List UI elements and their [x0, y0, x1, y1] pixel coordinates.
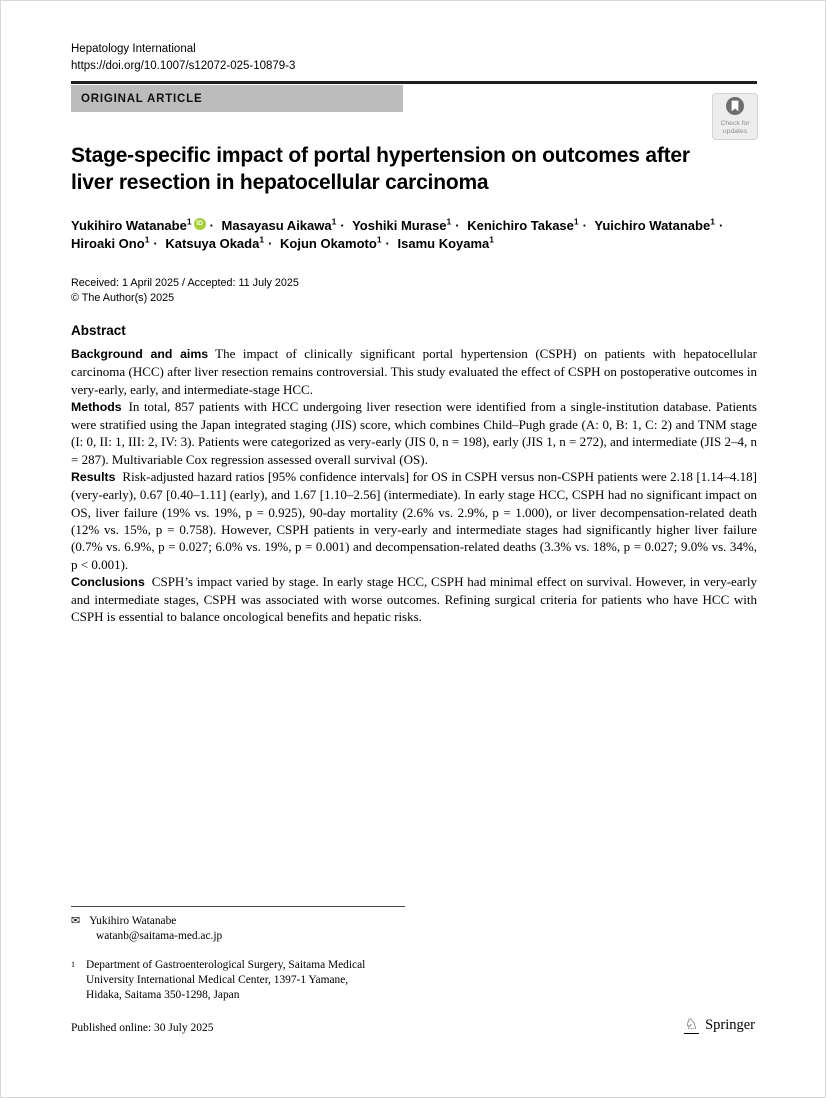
author-name: Yuichiro Watanabe$^1$ — [594, 216, 715, 233]
corresponding-author-row — [71, 914, 405, 929]
author-affiliation-sup: 1 — [376, 234, 382, 245]
author-affiliation-sup: 1 — [573, 216, 579, 227]
abstract-section-label: Methods — [71, 399, 122, 414]
affiliation-row — [71, 958, 405, 1003]
footnotes-block — [71, 906, 405, 1003]
envelope-icon: ✉ — [71, 914, 81, 927]
article-title: Stage-specific impact of portal hypertension on outcomes after liver resection in hepatocellular carcinoma — [71, 144, 690, 194]
author-affiliation-sup: 1 — [186, 216, 192, 227]
journal-name: Hepatology International — [71, 43, 196, 55]
abstract-heading: Abstract — [71, 323, 126, 338]
author-separator: · — [153, 236, 158, 251]
authors-line-1 — [71, 217, 757, 235]
published-online-line: Published online: 30 July 2025 — [71, 1022, 214, 1034]
author-name: Kojun Okamoto$^1$ — [280, 234, 382, 251]
footnote-rule — [71, 906, 405, 907]
author-separator: · — [340, 218, 345, 233]
author-affiliation-sup: 1 — [489, 234, 495, 245]
abstract-section-text: CSPH’s impact varied by stage. In early stage HCC, CSPH had minimal effect on survival. However, in very-early and intermediate stages, CSPH was associated with worse outcomes. Refining surgical criteria for patients who have HCC with CSPH is essential to balance oncological benefits and hepatic risks. — [71, 573, 757, 625]
author-name: Yukihiro Watanabe$^1$ — [71, 216, 192, 233]
abstract-section-text: In total, 857 patients with HCC undergoing liver resection were identified from a single-institution database. Patients were stratified using the Japan integrated staging (JIS) score, which combines Child–Pugh grade (A: 0, B: 1, C: 2) and TNM stage (I: 0, II: 1, III: 2, IV: 3). Patients were categorized as very-early (JIS 0, n = 198), early (JIS 1, n = 272), and intermediate (JIS 2–4, n = 287). Multivariable Cox regression assessed overall survival (OS). — [71, 398, 757, 467]
check-badge-label-line2: updates — [722, 128, 748, 135]
author-name: Kenichiro Takase$^1$ — [467, 216, 579, 233]
author-name: Katsuya Okada$^1$ — [165, 234, 265, 251]
orcid-icon[interactable]: iD — [194, 218, 206, 230]
author-separator: · — [582, 218, 587, 233]
abstract-body — [71, 345, 757, 626]
abstract-section-background — [71, 345, 757, 398]
abstract-section-conclusions — [71, 573, 757, 626]
author-affiliation-sup: 1 — [144, 234, 150, 245]
header-rule — [71, 81, 757, 84]
author-separator: · — [455, 218, 460, 233]
copyright-line: © The Author(s) 2025 — [71, 292, 175, 304]
author-affiliation-sup: 1 — [446, 216, 452, 227]
publisher-name: Springer — [705, 1016, 755, 1033]
affiliation-text: Department of Gastroenterological Surgery, Saitama Medical University International Medical Center, 1397-1 Yamane, Hidaka, Saitama 350-1298, Japan — [86, 958, 366, 1001]
corresponding-author-name: Yukihiro Watanabe — [89, 915, 177, 927]
author-separator: · — [268, 236, 273, 251]
author-separator: · — [718, 218, 724, 233]
author-name: Yoshiki Murase$^1$ — [352, 216, 452, 233]
doi-link[interactable]: https://doi.org/10.1007/s12072-025-10879-3 — [71, 60, 296, 72]
springer-knight-icon: ♘ — [684, 1015, 699, 1033]
article-type-label: ORIGINAL ARTICLE — [81, 92, 203, 105]
author-affiliation-sup: 1 — [259, 234, 265, 245]
abstract-section-label: Background and aims — [71, 347, 209, 361]
corresponding-author-email[interactable]: watanb@saitama-med.ac.jp — [96, 929, 223, 942]
abstract-section-text: Risk-adjusted hazard ratios [95% confidence intervals] for OS in CSPH versus non-CSPH patients were 2.18 [1.14–4.18] (very-early), 0.67 [0.40–1.11] (early), and 1.67 [1.10–2.56] (intermediate). In early stage HCC, CSPH had no significant impact on OS, liver failure (19% vs. 19%, p = 0.925), 90-day mortality (2.6% vs. 2.9%, p = 1.000), or liver decompensation-related death (12% vs. 15%, p = 0.758). However, CSPH patients in very-early and intermediate stages had significantly higher liver failure (0.7% vs. 6.9%, p = 0.027; 6.0% vs. 19%, p = 0.001) and decompensation-related deaths (3.3% vs. 18%, p = 0.027; 9.0% vs. 34%, p < 0.001). — [71, 469, 757, 572]
check-badge-label-line1: Check for — [720, 120, 750, 127]
authors-line-2 — [71, 235, 757, 253]
abstract-section-label: Results — [71, 470, 116, 485]
author-affiliation-sup: 1 — [331, 216, 337, 227]
affiliation-sup: 1 — [71, 959, 75, 969]
check-for-updates-badge[interactable] — [712, 93, 758, 140]
abstract-section-results — [71, 468, 757, 573]
abstract-section-methods — [71, 398, 757, 468]
article-type-bar — [71, 85, 403, 112]
author-separator: · — [385, 236, 390, 251]
abstract-section-text: The impact of clinically significant portal hypertension (CSPH) on patients with hepatocellular carcinoma (HCC) after liver resection remains controversial. This study evaluated the effect of CSPH on postoperative outcomes in very-early, early, and intermediate-stage HCC. — [71, 346, 757, 397]
abstract-section-label: Conclusions — [71, 574, 145, 589]
bookmark-circle-icon — [726, 97, 744, 115]
received-accepted-dates: Received: 1 April 2025 / Accepted: 11 July 2025 — [71, 277, 299, 289]
author-affiliation-sup: 1 — [710, 216, 715, 227]
authors-block — [71, 217, 757, 253]
publisher-logo — [684, 1016, 755, 1034]
author-name: Hiroaki Ono$^1$ — [71, 234, 150, 251]
author-name: Isamu Koyama$^1$ — [397, 234, 495, 251]
author-separator: · — [209, 218, 214, 233]
author-name: Masayasu Aikawa$^1$ — [221, 216, 337, 233]
